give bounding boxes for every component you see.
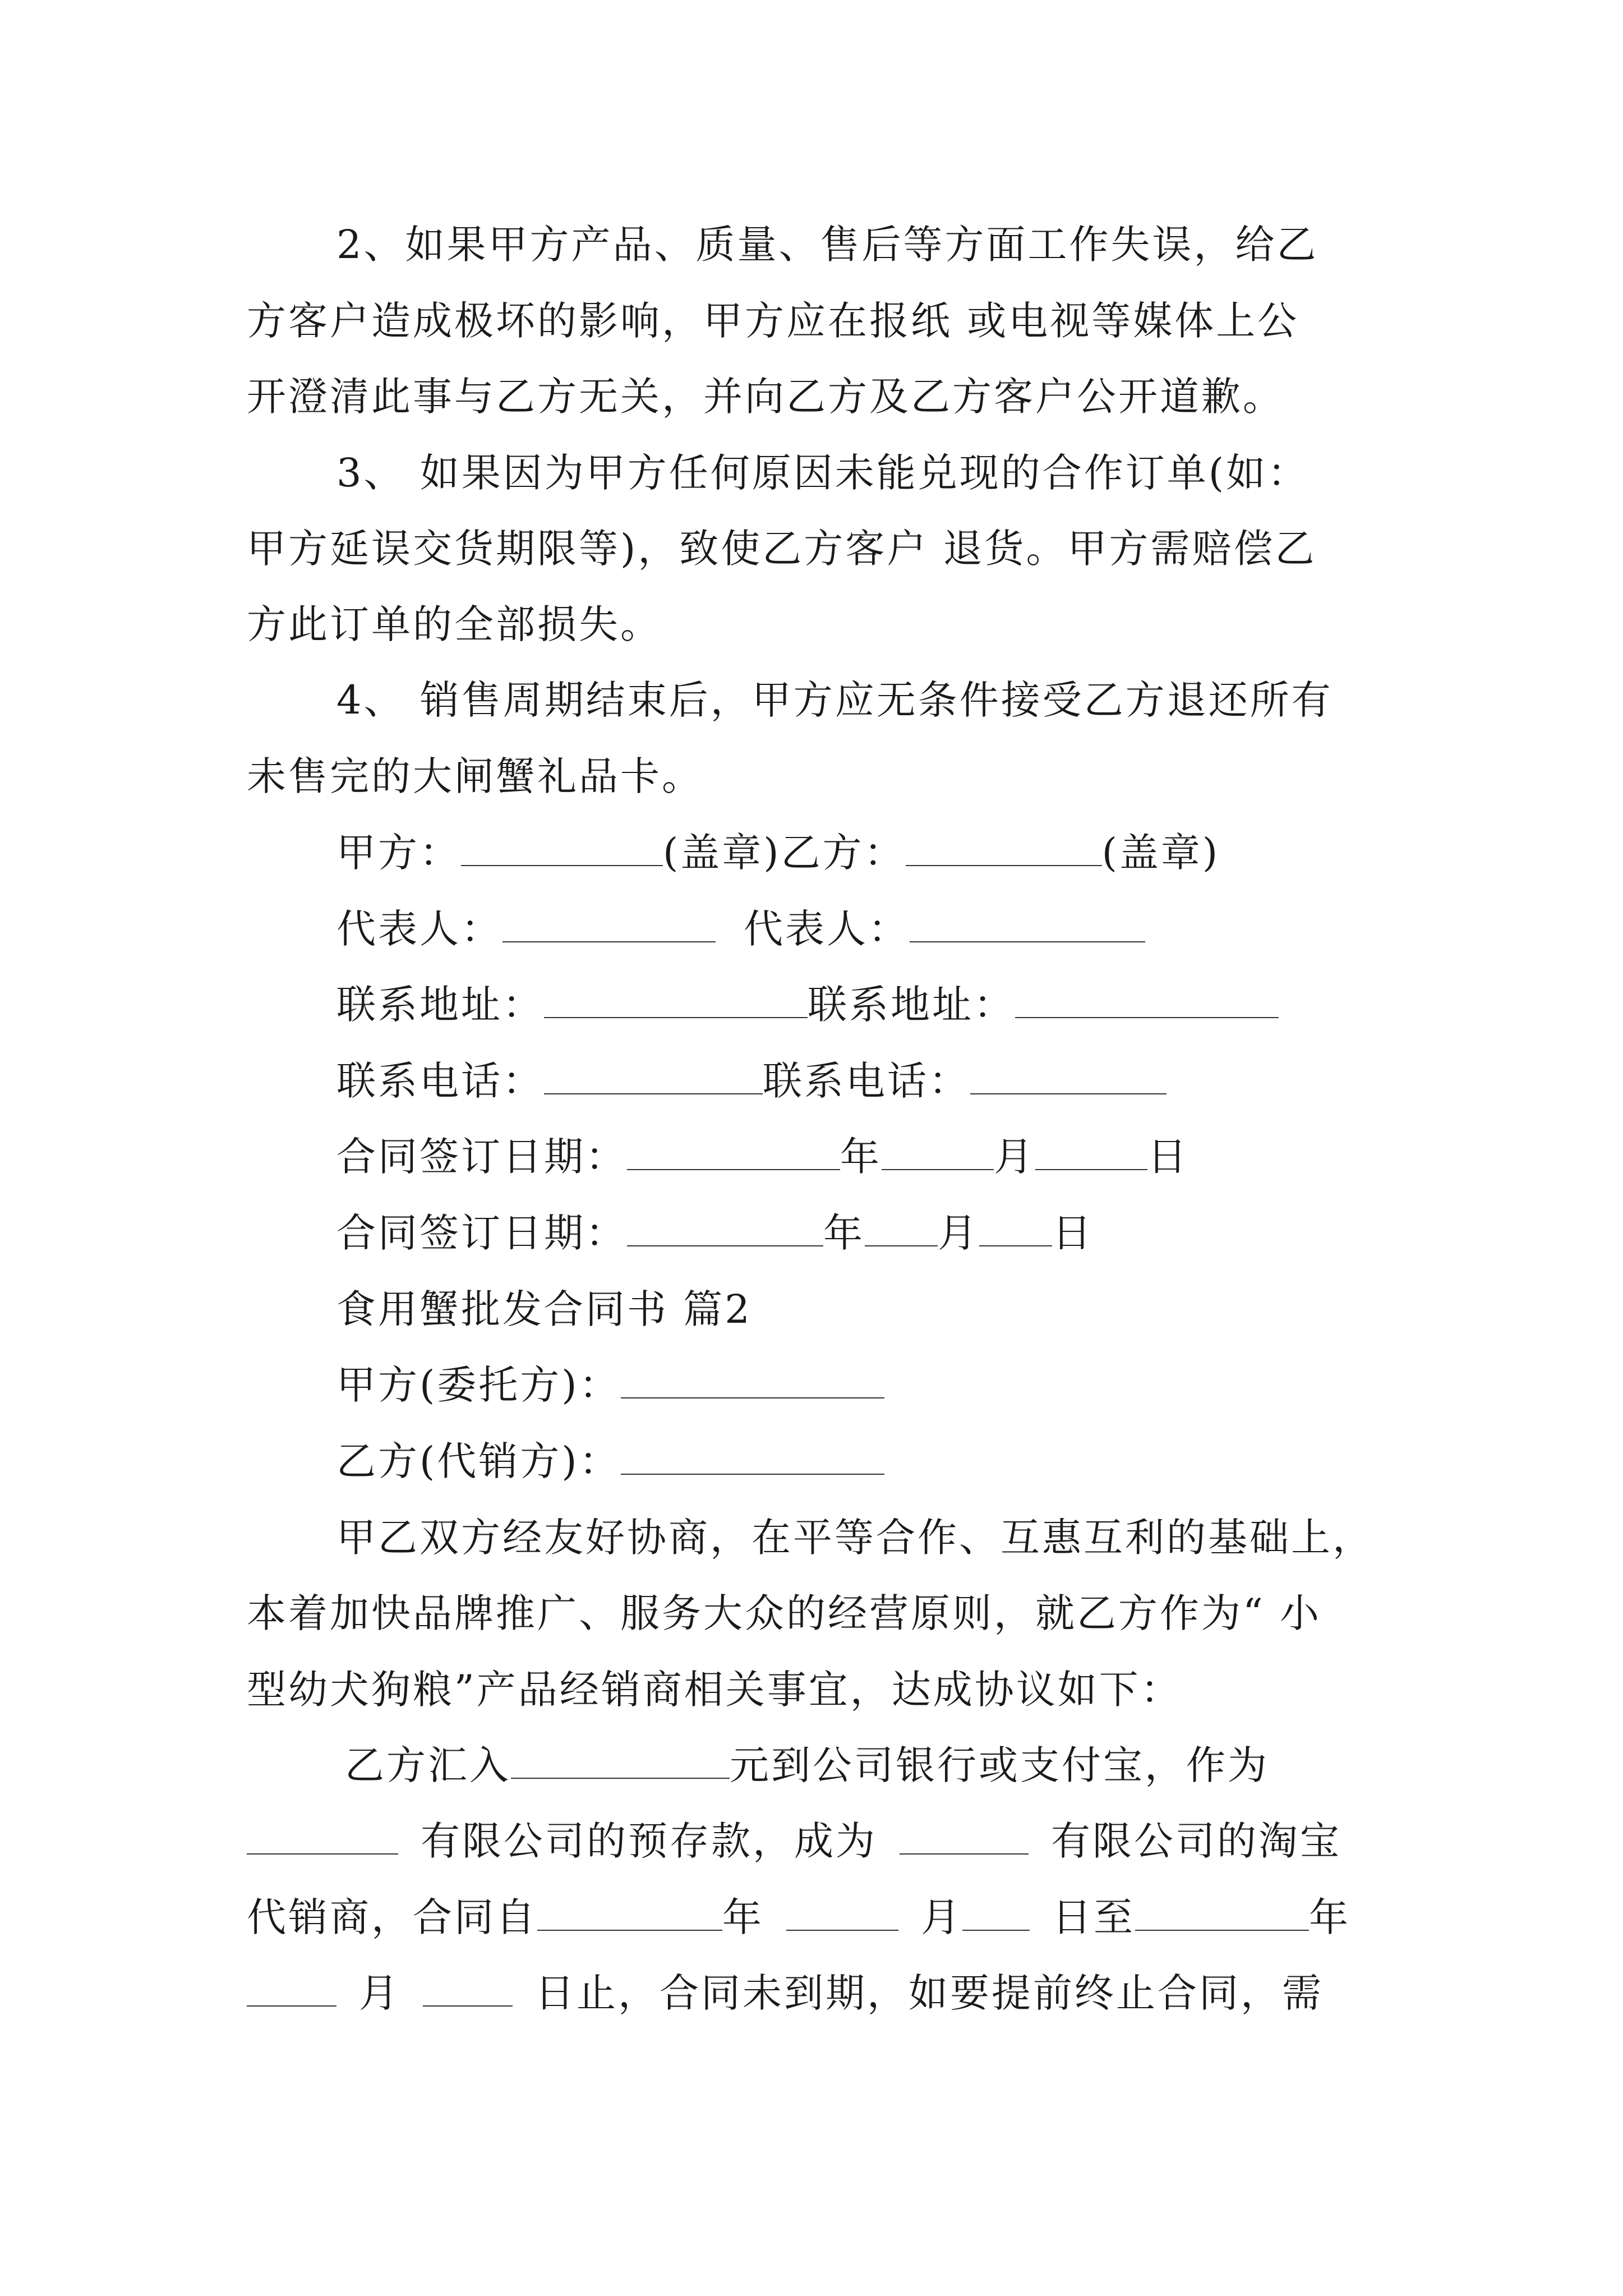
intro-line-2 — [247, 1585, 1391, 1641]
end-day-blank[interactable] — [423, 1972, 513, 2007]
date-2-month: 月 — [938, 1210, 979, 1256]
body-text-1b: 元到公司银行或支付宝，作为 — [730, 1742, 1269, 1788]
date-2-year-blank[interactable] — [627, 1212, 823, 1246]
intro-text-2: 本着加快品牌推广、服务大众的经营原则，就乙方作为“ 小 — [247, 1590, 1322, 1636]
rep-a-label: 代表人： — [336, 906, 502, 952]
clause-4-text-1: 4、 销售周期结束后，甲方应无条件接受乙方退还所有 — [336, 677, 1333, 723]
body-text-4-tail: 日止，合同未到期，如要提前终止合同，需 — [535, 1970, 1324, 2016]
clause-4-text-2: 未售完的大闸蟹礼品卡。 — [247, 753, 703, 799]
party-b-seal: (盖章) — [1101, 830, 1220, 876]
date-1-day-blank[interactable] — [1035, 1135, 1147, 1170]
agent-blank[interactable] — [621, 1440, 884, 1475]
clause-2-text-3: 开澄清此事与乙方无关，并向乙方及乙方客户公开道歉。 — [247, 374, 1284, 420]
body-line-4 — [247, 1965, 1391, 2021]
date-2-year: 年 — [823, 1210, 865, 1256]
date-1-day: 日 — [1147, 1134, 1189, 1180]
start-year-blank[interactable] — [537, 1896, 722, 1931]
rep-a-blank[interactable] — [502, 908, 716, 942]
start-day-blank[interactable] — [962, 1896, 1030, 1931]
clause-3-line-1 — [336, 445, 1391, 501]
intro-text-3: 型幼犬狗粮”产品经销商相关事宜，达成协议如下： — [247, 1667, 1182, 1713]
body-text-3-year2: 年 — [1309, 1894, 1350, 1940]
date-2-label: 合同签订日期： — [336, 1210, 627, 1256]
body-text-3-to: 日至 — [1052, 1894, 1135, 1940]
addr-a-blank[interactable] — [544, 983, 808, 1018]
signature-date-row-2 — [336, 1205, 1391, 1261]
body-line-2 — [247, 1813, 1391, 1869]
addr-b-label: 联系地址： — [808, 982, 1015, 1028]
phone-a-blank[interactable] — [544, 1060, 763, 1094]
phone-a-label: 联系电话： — [336, 1058, 544, 1104]
clause-2-line-2 — [247, 293, 1391, 349]
date-1-label: 合同签订日期： — [336, 1134, 627, 1180]
body-text-3-year: 年 — [722, 1894, 764, 1940]
end-year-blank[interactable] — [1135, 1896, 1309, 1931]
body-text-3-month: 月 — [921, 1894, 962, 1940]
company-blank-2[interactable] — [900, 1820, 1029, 1855]
clause-2-text-1: 2、如果甲方产品、质量、售后等方面工作失误，给乙 — [336, 222, 1318, 268]
party-b-blank[interactable] — [906, 831, 1102, 866]
body-line-3 — [247, 1889, 1391, 1945]
signature-phone-row — [336, 1053, 1391, 1109]
body-text-3a: 代销商，合同自 — [247, 1894, 537, 1940]
rep-b-label: 代表人： — [744, 906, 910, 952]
party-a-blank[interactable] — [461, 831, 663, 866]
date-1-month: 月 — [994, 1134, 1035, 1180]
clause-3-text-2: 甲方延误交货期限等)，致使乙方客户 退货。甲方需赔偿乙 — [247, 526, 1317, 572]
clause-3-text-1: 3、 如果因为甲方任何原因未能兑现的合作订单(如： — [336, 450, 1310, 496]
signature-address-row — [336, 977, 1391, 1033]
company-blank-1[interactable] — [247, 1820, 398, 1855]
clause-4-line-2 — [247, 748, 1391, 804]
intro-line-3 — [247, 1662, 1391, 1718]
addr-a-label: 联系地址： — [336, 982, 544, 1028]
clause-2-line-1 — [336, 217, 1391, 273]
phone-b-label: 联系电话： — [763, 1058, 970, 1104]
signature-rep-row — [336, 901, 1391, 957]
body-text-2b: 有限公司的淘宝 — [1051, 1818, 1341, 1864]
clause-2-line-3 — [247, 369, 1391, 425]
date-1-year-blank[interactable] — [627, 1135, 840, 1170]
date-1-month-blank[interactable] — [882, 1135, 994, 1170]
body-text-4-month: 月 — [359, 1970, 400, 2016]
signature-party-row — [336, 825, 1391, 881]
date-2-day-blank[interactable] — [979, 1212, 1052, 1246]
section-2-heading — [336, 1281, 1391, 1337]
date-1-year: 年 — [840, 1134, 882, 1180]
date-2-month-blank[interactable] — [865, 1212, 938, 1246]
body-text-2a: 有限公司的预存款，成为 — [421, 1818, 877, 1864]
date-2-day: 日 — [1052, 1210, 1094, 1256]
signature-date-row-1 — [336, 1129, 1391, 1185]
agent-label: 乙方(代销方)： — [336, 1438, 621, 1484]
phone-b-blank[interactable] — [970, 1060, 1166, 1094]
body-line-1 — [345, 1737, 1391, 1793]
agent-row — [336, 1433, 1391, 1489]
addr-b-blank[interactable] — [1015, 983, 1279, 1018]
clause-3-line-2 — [247, 521, 1391, 577]
clause-2-text-2: 方客户造成极坏的影响，甲方应在报纸 或电视等媒体上公 — [247, 298, 1299, 344]
clause-3-line-3 — [247, 596, 1391, 652]
intro-text-1: 甲乙双方经友好协商，在平等合作、互惠互利的基础上， — [336, 1515, 1374, 1561]
party-b-label: 乙方： — [781, 830, 906, 876]
section-2-title: 食用蟹批发合同书 篇2 — [336, 1286, 752, 1332]
intro-line-1 — [336, 1510, 1391, 1566]
amount-blank[interactable] — [511, 1744, 730, 1779]
body-text-1a: 乙方汇入 — [345, 1742, 511, 1788]
client-blank[interactable] — [621, 1364, 884, 1398]
end-month-blank[interactable] — [247, 1972, 336, 2007]
start-month-blank[interactable] — [786, 1896, 898, 1931]
clause-4-line-1 — [336, 672, 1391, 728]
clause-3-text-3: 方此订单的全部损失。 — [247, 601, 662, 647]
client-label: 甲方(委托方)： — [336, 1362, 621, 1408]
client-row — [336, 1357, 1391, 1413]
party-a-label: 甲方： — [336, 830, 461, 876]
party-a-seal: (盖章) — [663, 830, 781, 876]
rep-b-blank[interactable] — [910, 908, 1145, 942]
